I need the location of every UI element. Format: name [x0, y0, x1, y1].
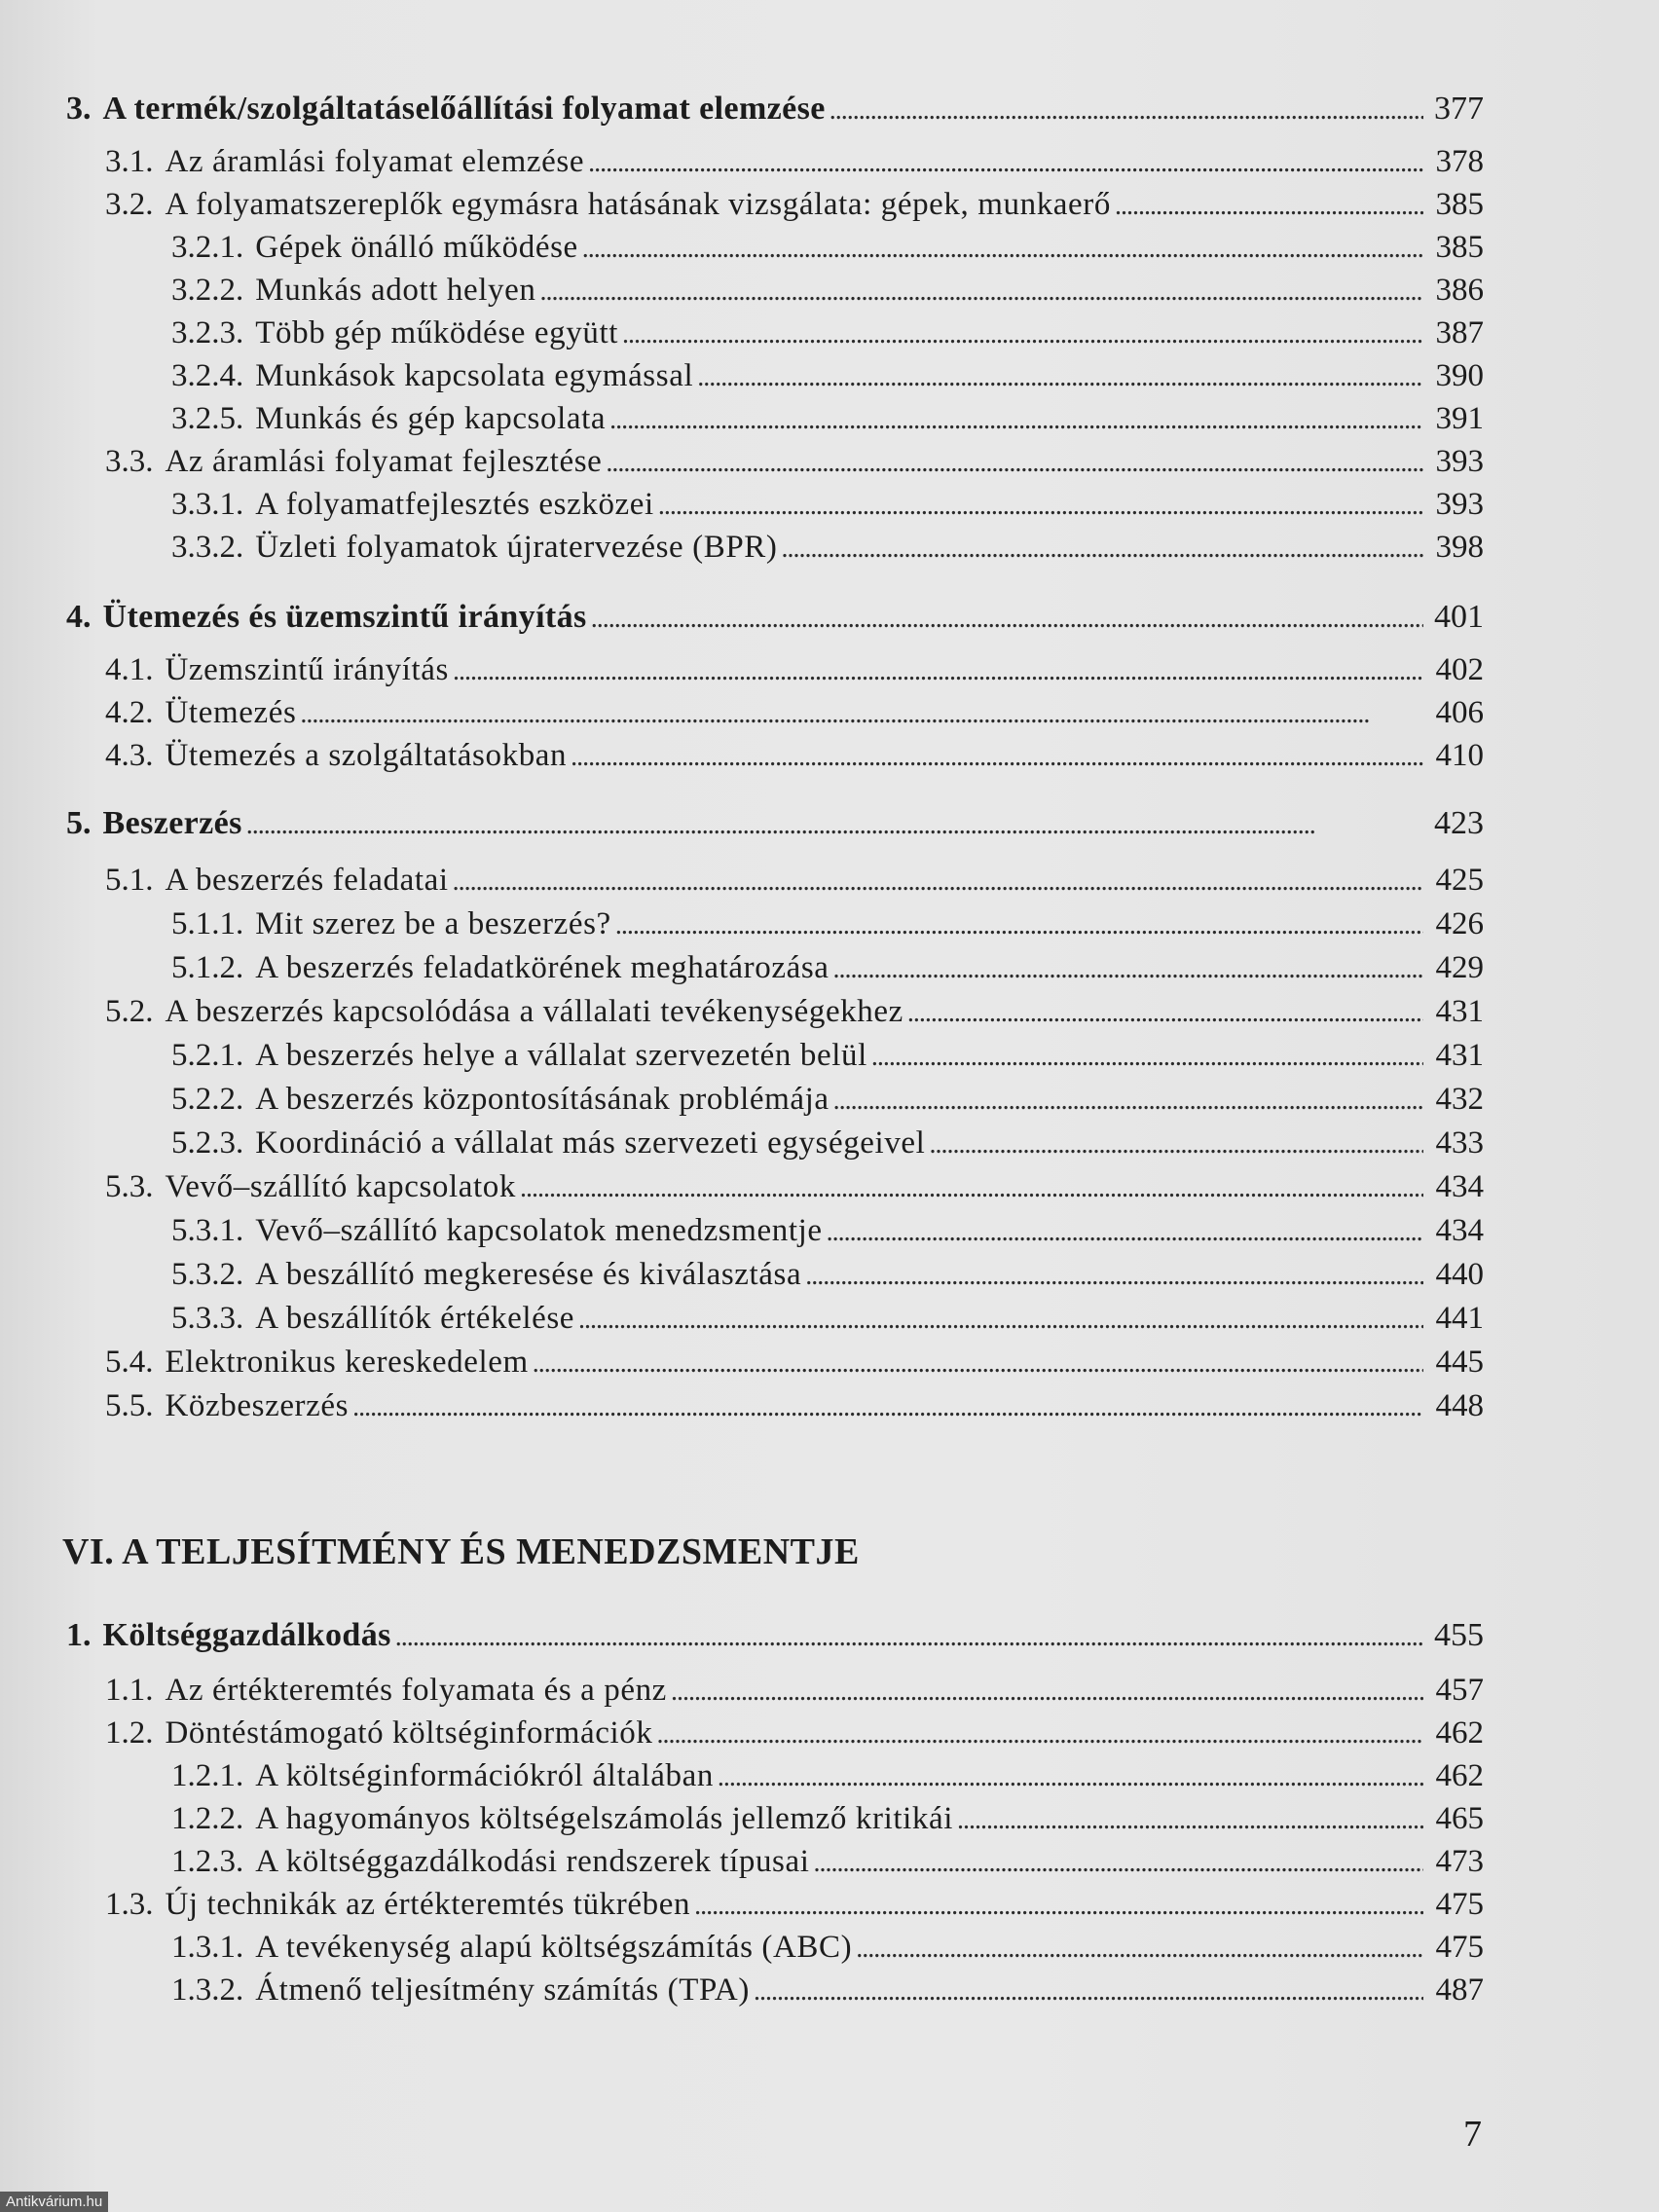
toc-number: 1.2.1.	[171, 1758, 244, 1793]
toc-page: 431	[1435, 994, 1484, 1029]
toc-number: 4.	[66, 599, 92, 635]
toc-number: 4.1.	[105, 652, 154, 687]
toc-entry[interactable]	[105, 693, 1484, 734]
dot-leader	[929, 1125, 1423, 1164]
toc-entry[interactable]	[171, 904, 1484, 945]
toc-entry-section-4[interactable]	[66, 598, 1484, 639]
dot-leader	[582, 230, 1423, 269]
toc-title: A termék/szolgáltatáselőállítási folyamat elemzése	[102, 91, 826, 127]
toc-title: A beszerzés központosításának problémája	[255, 1082, 830, 1117]
dot-leader	[591, 600, 1423, 639]
toc-entry[interactable]	[105, 442, 1484, 483]
toc-number: 5.1.	[105, 863, 154, 898]
toc-number: 3.3.2.	[171, 530, 244, 565]
toc-page: 391	[1435, 401, 1484, 436]
toc-title: A beszállítók értékelése	[255, 1301, 575, 1336]
toc-page: 429	[1435, 950, 1484, 985]
toc-number: 5.3.1.	[171, 1213, 244, 1248]
toc-entry[interactable]	[105, 1671, 1484, 1712]
toc-number: 5.5.	[105, 1388, 154, 1423]
toc-number: 3.2.2.	[171, 273, 244, 308]
dot-leader	[622, 315, 1423, 354]
toc-title: A folyamatszereplők egymásra hatásának vizsgálata: gépek, munkaerő	[165, 187, 1111, 222]
toc-page: 393	[1435, 444, 1484, 479]
toc-number: 1.	[66, 1617, 92, 1653]
toc-entry-section-3[interactable]	[66, 90, 1484, 130]
toc-entry[interactable]	[171, 313, 1484, 354]
dot-leader	[697, 358, 1423, 397]
toc-entry[interactable]	[171, 1928, 1484, 1969]
toc-entry[interactable]	[171, 1211, 1484, 1252]
dot-leader	[1115, 187, 1423, 226]
toc-title: A beszerzés feladatai	[165, 863, 449, 898]
toc-title: Ütemezés	[165, 695, 297, 730]
toc-page: 462	[1435, 1715, 1484, 1751]
toc-entry[interactable]	[171, 1971, 1484, 2011]
toc-number: 3.2.	[105, 187, 154, 222]
toc-page: 390	[1435, 358, 1484, 393]
toc-number: 5.2.	[105, 994, 154, 1029]
toc-page: 440	[1435, 1257, 1484, 1292]
toc-title: Beszerzés	[102, 805, 242, 841]
toc-page: 465	[1435, 1801, 1484, 1836]
toc-page: 445	[1435, 1345, 1484, 1380]
toc-title: Új technikák az értékteremtés tükrében	[165, 1887, 691, 1922]
toc-number: 5.3.	[105, 1169, 154, 1204]
toc-title: Vevő–szállító kapcsolatok menedzsmentje	[255, 1213, 823, 1248]
toc-entry[interactable]	[171, 1124, 1484, 1164]
dot-leader	[588, 144, 1423, 183]
toc-number: 5.2.2.	[171, 1082, 244, 1117]
toc-title: A beszerzés feladatkörének meghatározása	[255, 950, 830, 985]
toc-entry-section-5[interactable]	[66, 804, 1484, 845]
toc-number: 3.2.4.	[171, 358, 244, 393]
dot-leader	[395, 1618, 1423, 1657]
dot-leader	[907, 994, 1423, 1033]
toc-entry[interactable]	[171, 399, 1484, 440]
toc-entry[interactable]	[171, 1299, 1484, 1340]
toc-page: 425	[1435, 863, 1484, 898]
toc-number: 4.3.	[105, 738, 154, 773]
toc-number: 3.2.1.	[171, 230, 244, 265]
toc-entry[interactable]	[105, 1714, 1484, 1754]
toc-number: 4.2.	[105, 695, 154, 730]
dot-leader	[671, 1673, 1423, 1712]
dot-leader	[782, 530, 1423, 569]
toc-page: 475	[1435, 1887, 1484, 1922]
toc-number: 1.3.1.	[171, 1930, 244, 1965]
toc-number: 5.1.2.	[171, 950, 244, 985]
toc-entry[interactable]	[171, 948, 1484, 989]
dot-leader	[606, 444, 1423, 483]
toc-title: Több gép működése együtt	[255, 315, 618, 350]
toc-page: 457	[1435, 1673, 1484, 1708]
dot-leader	[520, 1169, 1423, 1208]
toc-entry[interactable]	[171, 1255, 1484, 1296]
toc-number: 1.2.2.	[171, 1801, 244, 1836]
toc-page: 475	[1435, 1930, 1484, 1965]
toc-title: Az áramlási folyamat fejlesztése	[165, 444, 603, 479]
toc-entry[interactable]	[105, 736, 1484, 777]
toc-entry[interactable]	[171, 528, 1484, 569]
toc-title: Mit szerez be a beszerzés?	[255, 906, 611, 941]
toc-entry[interactable]	[171, 1036, 1484, 1077]
dot-leader	[871, 1038, 1423, 1077]
toc-entry[interactable]	[171, 356, 1484, 397]
toc-page: 378	[1435, 144, 1484, 179]
toc-title: Az áramlási folyamat elemzése	[165, 144, 585, 179]
toc-title: Elektronikus kereskedelem	[165, 1345, 529, 1380]
toc-number: 5.2.3.	[171, 1125, 244, 1161]
toc-page: 385	[1435, 187, 1484, 222]
toc-title: A beszállító megkeresése és kiválasztása	[255, 1257, 802, 1292]
toc-page: 385	[1435, 230, 1484, 265]
dot-leader	[300, 695, 1423, 734]
toc-title: A beszerzés helye a vállalat szervezetén belül	[255, 1038, 867, 1073]
toc-number: 3.2.5.	[171, 401, 244, 436]
dot-leader	[658, 487, 1423, 526]
toc-number: 1.3.	[105, 1887, 154, 1922]
toc-page: 377	[1434, 91, 1484, 127]
part-heading: VI. A TELJESÍTMÉNY ÉS MENEDZSMENTJE	[62, 1531, 860, 1572]
toc-title: A tevékenység alapú költségszámítás (ABC)	[255, 1930, 853, 1965]
toc-number: 3.3.1.	[171, 487, 244, 522]
toc-number: 5.3.3.	[171, 1301, 244, 1336]
toc-entry[interactable]	[171, 1756, 1484, 1797]
toc-number: 3.1.	[105, 144, 154, 179]
toc-page: 434	[1435, 1213, 1484, 1248]
toc-entry[interactable]	[171, 1842, 1484, 1883]
toc-page: 387	[1435, 315, 1484, 350]
toc-page: 410	[1435, 738, 1484, 773]
dot-leader	[571, 738, 1423, 777]
toc-title: A folyamatfejlesztés eszközei	[255, 487, 654, 522]
toc-title: A költséginformációkról általában	[255, 1758, 714, 1793]
dot-leader	[656, 1715, 1423, 1754]
toc-page: 441	[1435, 1301, 1484, 1336]
toc-title: Ütemezés a szolgáltatásokban	[165, 738, 568, 773]
toc-number: 5.3.2.	[171, 1257, 244, 1292]
toc-number: 1.1.	[105, 1673, 154, 1708]
toc-page: 423	[1434, 805, 1484, 841]
toc-page: 448	[1435, 1388, 1484, 1423]
toc-title: Munkás és gép kapcsolata	[255, 401, 607, 436]
toc-title: Üzemszintű irányítás	[165, 652, 450, 687]
toc-entry[interactable]	[105, 142, 1484, 183]
toc-title: Költséggazdálkodás	[102, 1617, 391, 1653]
toc-number: 1.3.2.	[171, 1972, 244, 2008]
toc-title: Ütemezés és üzemszintű irányítás	[102, 599, 587, 635]
toc-title: A beszerzés kapcsolódása a vállalati tevékenységekhez	[165, 994, 903, 1029]
toc-entry[interactable]	[105, 1343, 1484, 1383]
dot-leader	[609, 401, 1423, 440]
toc-number: 5.2.1.	[171, 1038, 244, 1073]
toc-page: 432	[1435, 1082, 1484, 1117]
dot-leader	[957, 1801, 1423, 1840]
toc-number: 5.1.1.	[171, 906, 244, 941]
dot-leader	[578, 1301, 1423, 1340]
dot-leader	[694, 1887, 1423, 1926]
toc-entry-section-1[interactable]	[66, 1616, 1484, 1657]
toc-page: 406	[1435, 695, 1484, 730]
page-number: 7	[1463, 2114, 1482, 2155]
dot-leader	[539, 273, 1423, 312]
toc-number: 5.4.	[105, 1345, 154, 1380]
watermark: Antikvárium.hu	[0, 2192, 108, 2212]
toc-page: 473	[1435, 1844, 1484, 1879]
toc-number: 1.2.	[105, 1715, 154, 1751]
toc-title: Döntéstámogató költséginformációk	[165, 1715, 653, 1751]
toc-title: Üzleti folyamatok újratervezése (BPR)	[255, 530, 778, 565]
toc-entry[interactable]	[105, 1885, 1484, 1926]
dot-leader	[827, 1213, 1423, 1252]
toc-number: 3.2.3.	[171, 315, 244, 350]
toc-title: Vevő–szállító kapcsolatok	[165, 1169, 517, 1204]
toc-page: 433	[1435, 1125, 1484, 1161]
toc-page: 401	[1434, 599, 1484, 635]
toc-number: 1.2.3.	[171, 1844, 244, 1879]
toc-title: Koordináció a vállalat más szervezeti egységeivel	[255, 1125, 926, 1161]
toc-number: 3.	[66, 91, 92, 127]
toc-title: Munkás adott helyen	[255, 273, 536, 308]
dot-leader	[352, 1388, 1423, 1427]
dot-leader	[246, 806, 1423, 845]
dot-leader	[805, 1257, 1423, 1296]
toc-entry[interactable]	[171, 485, 1484, 526]
dot-leader	[814, 1844, 1423, 1883]
dot-leader	[615, 906, 1423, 945]
dot-leader	[856, 1930, 1423, 1969]
toc-number: 3.3.	[105, 444, 154, 479]
toc-page: 402	[1435, 652, 1484, 687]
toc-page: 431	[1435, 1038, 1484, 1073]
toc-page: 426	[1435, 906, 1484, 941]
toc-page: 398	[1435, 530, 1484, 565]
toc-title: A hagyományos költségelszámolás jellemző kritikái	[255, 1801, 953, 1836]
dot-leader	[718, 1758, 1423, 1797]
toc-title: Átmenő teljesítmény számítás (TPA)	[255, 1972, 750, 2008]
dot-leader	[453, 863, 1423, 902]
toc-number: 5.	[66, 805, 92, 841]
toc-page: 386	[1435, 273, 1484, 308]
toc-title: Közbeszerzés	[165, 1388, 350, 1423]
toc-title: Munkások kapcsolata egymással	[255, 358, 694, 393]
toc-entry[interactable]	[171, 228, 1484, 269]
toc-entry[interactable]	[105, 861, 1484, 902]
toc-entry[interactable]	[171, 1080, 1484, 1121]
toc-entry[interactable]	[105, 650, 1484, 691]
dot-leader	[754, 1972, 1423, 2011]
toc-entry[interactable]	[105, 185, 1484, 226]
dot-leader	[453, 652, 1423, 691]
dot-leader	[533, 1345, 1423, 1383]
toc-page: 434	[1435, 1169, 1484, 1204]
toc-page: 455	[1434, 1617, 1484, 1653]
toc-entry[interactable]	[105, 992, 1484, 1033]
toc-entry[interactable]	[171, 271, 1484, 312]
dot-leader	[833, 950, 1423, 989]
toc-entry[interactable]	[105, 1167, 1484, 1208]
dot-leader	[833, 1082, 1423, 1121]
toc-entry[interactable]	[171, 1799, 1484, 1840]
toc-page: 462	[1435, 1758, 1484, 1793]
toc-page: 393	[1435, 487, 1484, 522]
toc-title: Az értékteremtés folyamata és a pénz	[165, 1673, 667, 1708]
toc-page: 487	[1435, 1972, 1484, 2008]
toc-title: Gépek önálló működése	[255, 230, 578, 265]
toc-entry[interactable]	[105, 1386, 1484, 1427]
toc-title: A költséggazdálkodási rendszerek típusai	[255, 1844, 810, 1879]
dot-leader	[830, 92, 1423, 130]
